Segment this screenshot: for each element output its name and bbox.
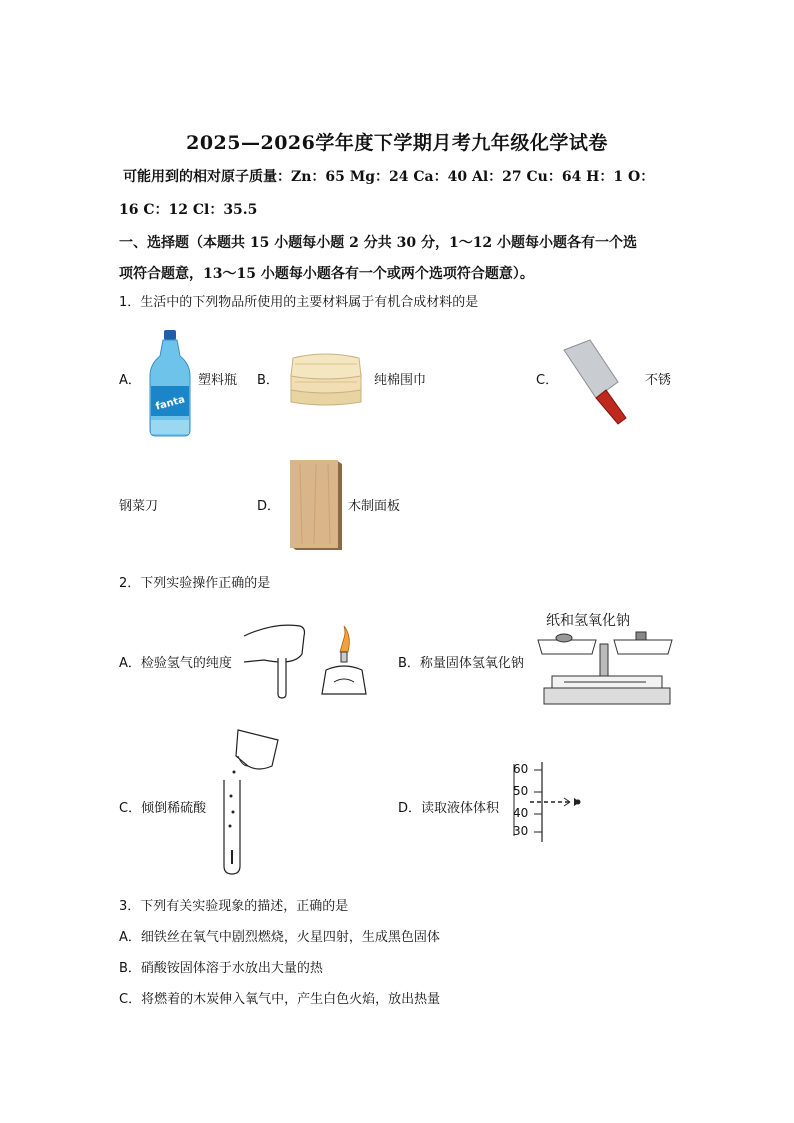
kitchen-knife-image: [560, 338, 630, 424]
pouring-acid-image: [218, 726, 288, 876]
balance-scale-image: [534, 630, 676, 708]
q1-option-c-text-part2: 钢菜刀: [119, 499, 159, 514]
q1-option-d-text: 木制面板: [348, 499, 401, 514]
bottle-brand-text: fanta: [154, 394, 187, 413]
q3-option-a: A．细铁丝在氧气中剧烈燃烧，火星四射，生成黑色固体: [119, 930, 440, 945]
plastic-bottle-image: [146, 330, 194, 438]
q1-option-a-label: A．: [119, 373, 141, 388]
q2-option-b-caption: 纸和氢氧化钠: [546, 613, 630, 629]
q2-option-b: B．称量固体氢氧化钠: [398, 656, 524, 671]
atomic-mass-line2: 16 C：12 Cl：35.5: [119, 202, 258, 218]
q2-option-c: C．倾倒稀硫酸: [119, 801, 207, 816]
section-heading-line1: 一、选择题（本题共 15 小题每小题 2 分共 30 分，1～12 小题每小题各有一个选: [119, 235, 638, 251]
wooden-board-image: [286, 458, 346, 552]
q2-stem: 2．下列实验操作正确的是: [119, 576, 271, 591]
q2-option-a: A．检验氢气的纯度: [119, 656, 232, 671]
q1-option-c-text-part1: 不锈: [645, 373, 672, 388]
cylinder-tick-60: 60: [513, 762, 529, 776]
q1-option-b-label: B．: [257, 373, 279, 388]
cylinder-tick-30: 30: [513, 824, 529, 838]
q1-stem: 1．生活中的下列物品所使用的主要材料属于有机合成材料的是: [119, 295, 479, 310]
cylinder-tick-50: 50: [513, 784, 529, 798]
page-title: 2025—2026学年度下学期月考九年级化学试卷: [186, 132, 608, 154]
q3-option-c: C．将燃着的木炭伸入氧气中，产生白色火焰，放出热量: [119, 992, 441, 1007]
section-heading-line2: 项符合题意，13～15 小题每小题各有一个或两个选项符合题意）。: [119, 266, 534, 282]
q3-stem: 3．下列有关实验现象的描述，正确的是: [119, 899, 349, 914]
q1-option-c-label: C．: [536, 373, 559, 388]
q1-option-d-label: D．: [257, 499, 281, 514]
q1-option-b-text: 纯棉围巾: [374, 373, 427, 388]
atomic-mass-line1: 可能用到的相对原子质量：Zn：65 Mg：24 Ca：40 Al：27 Cu：64 H：1 O：: [123, 169, 655, 185]
hydrogen-purity-test-image: [244, 618, 390, 700]
q1-option-a-text: 塑料瓶: [198, 373, 238, 388]
cotton-scarf-image: [285, 348, 367, 408]
q2-option-d: D．读取液体体积: [398, 801, 500, 816]
cylinder-tick-40: 40: [513, 806, 529, 820]
q3-option-b: B．硝酸铵固体溶于水放出大量的热: [119, 961, 323, 976]
